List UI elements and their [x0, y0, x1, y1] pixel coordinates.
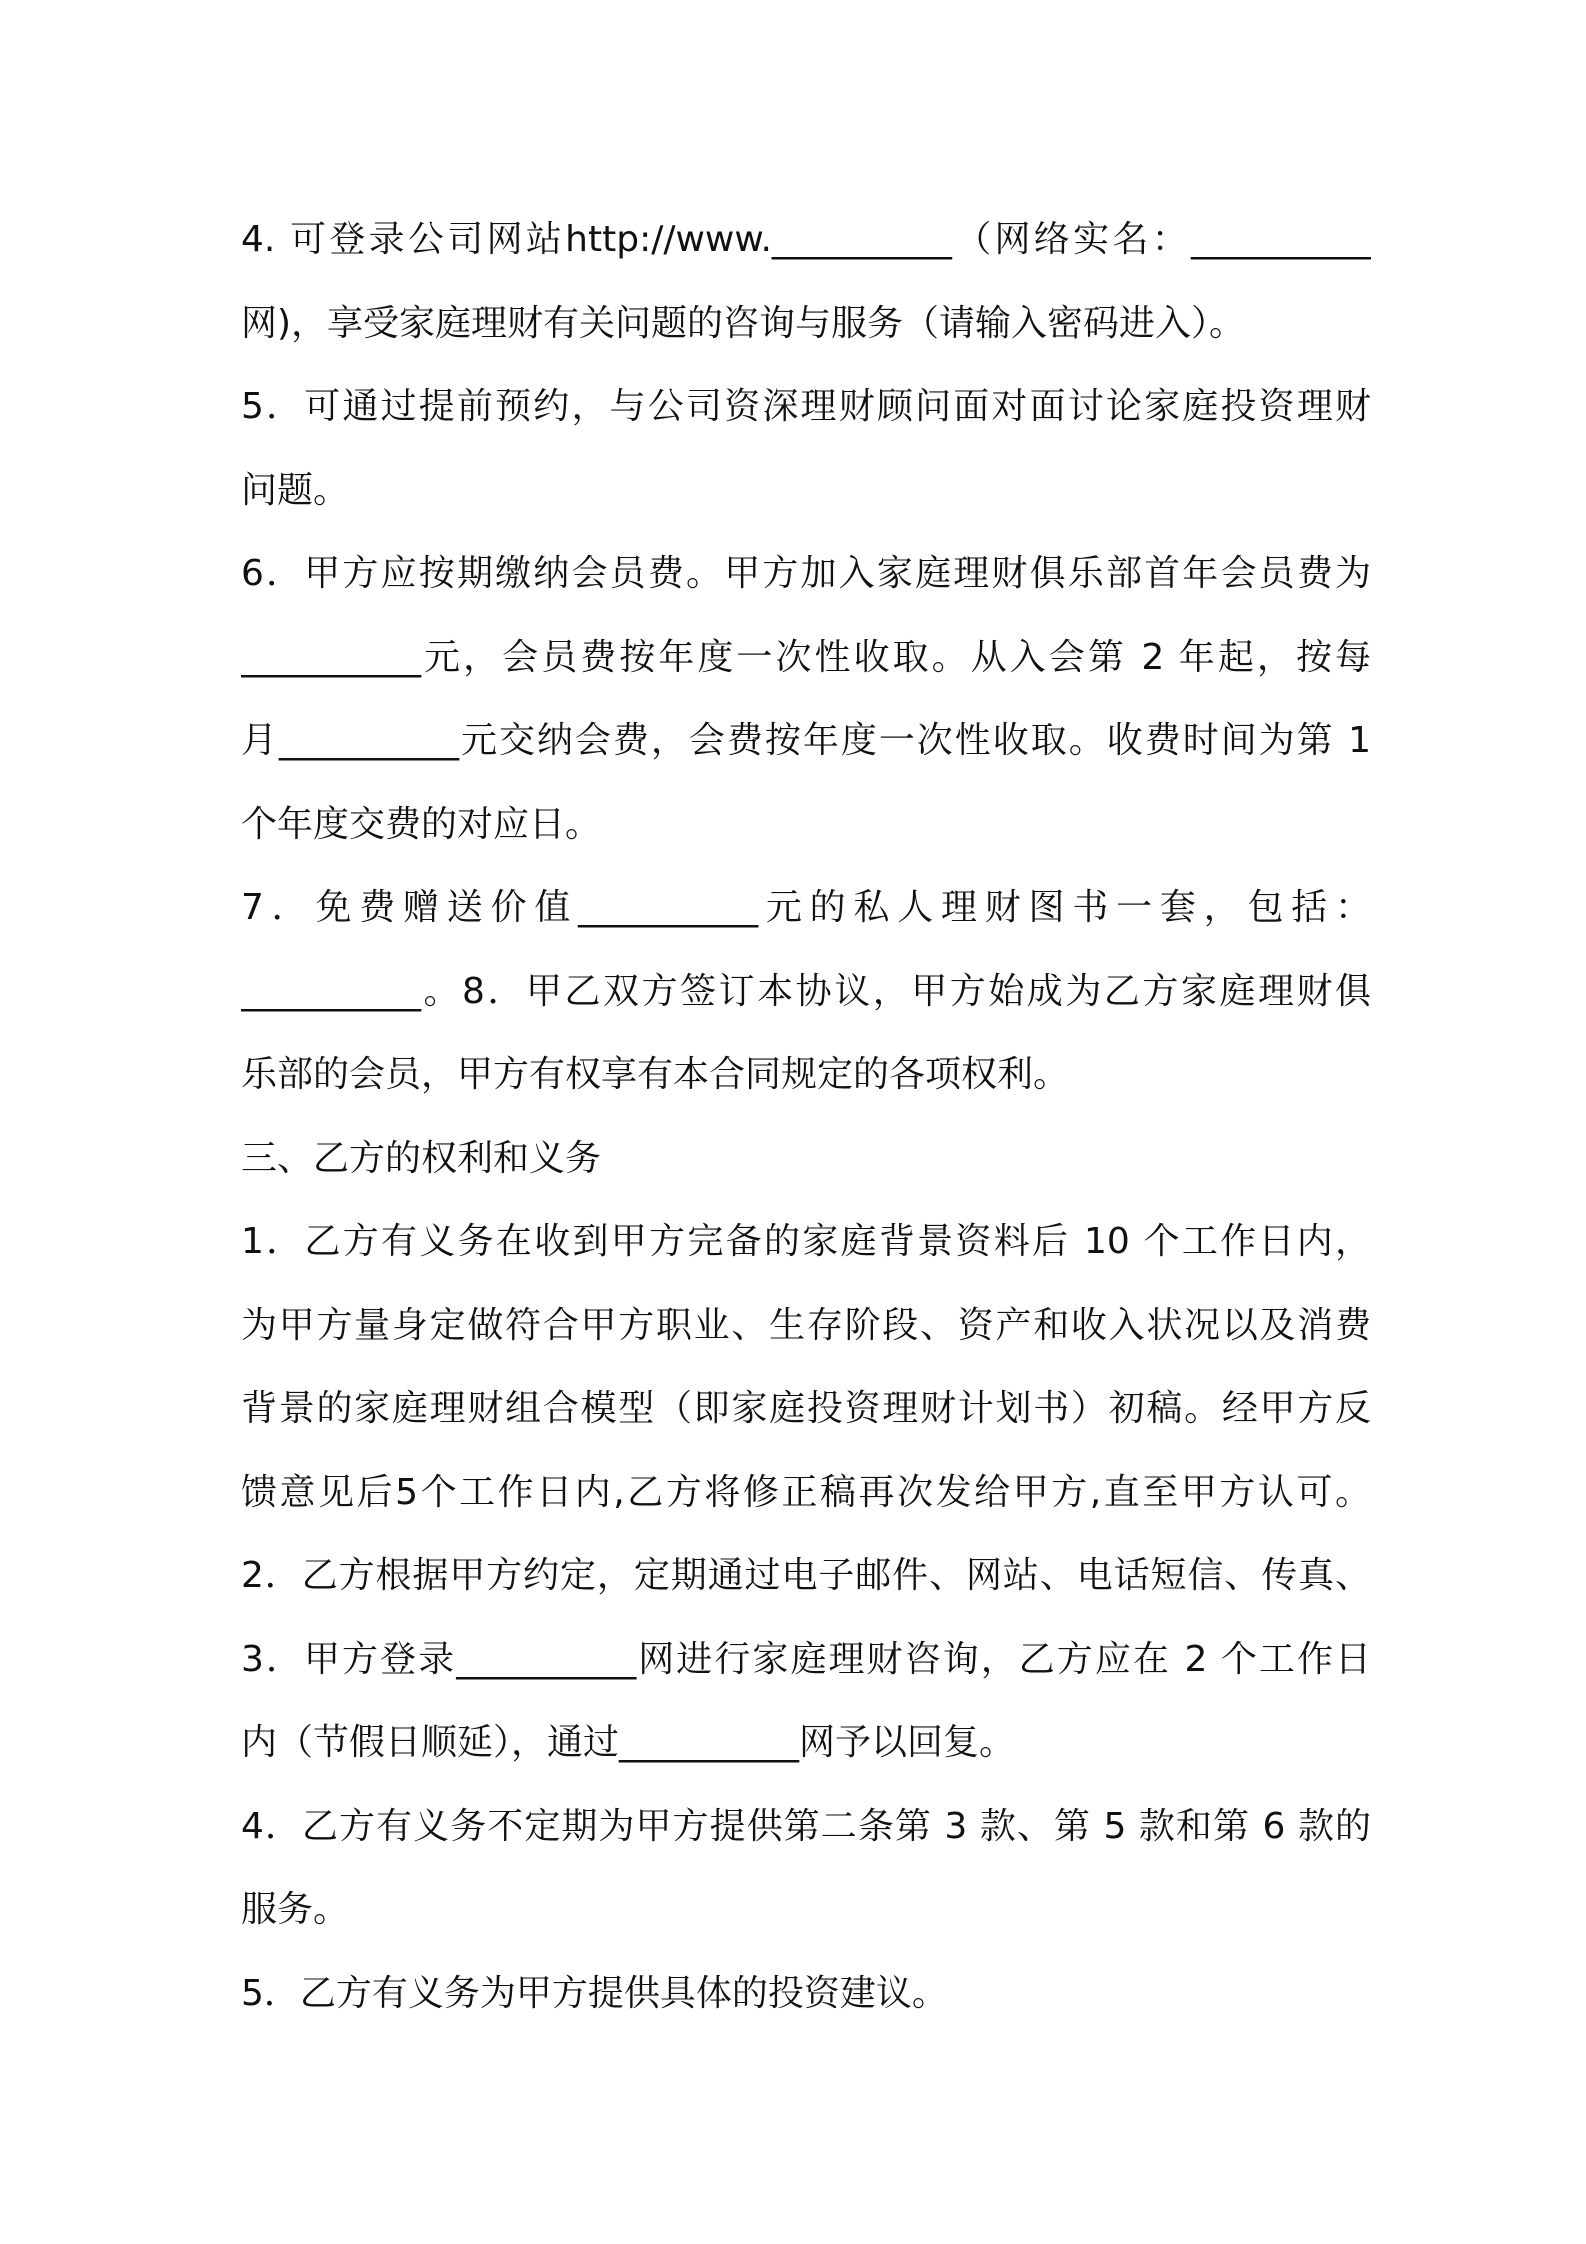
paragraph-line: 5．乙方有义务为甲方提供具体的投资建议。: [241, 1972, 948, 2014]
paragraph-line: 问题。: [241, 469, 350, 511]
paragraph-line: 6．甲方应按期缴纳会员费。甲方加入家庭理财俱乐部首年会员费为: [241, 553, 1371, 594]
paragraph-line: 馈意见后5个工作日内,乙方将修正稿再次发给甲方,直至甲方认可。: [241, 1471, 1371, 1513]
paragraph-line: 2．乙方根据甲方约定，定期通过电子邮件、网站、电话短信、传真、: [241, 1555, 1371, 1596]
paragraph-line: __________元，会员费按年度一次性收取。从入会第 2 年起，按每: [241, 636, 1371, 678]
paragraph-line: 4. 可登录公司网站http://www.__________（网络实名：__________: [241, 219, 1371, 260]
paragraph-line: 乐部的会员，甲方有权享有本合同规定的各项权利。: [241, 1054, 1070, 1095]
paragraph-line: 5．可通过提前预约，与公司资深理财顾问面对面讨论家庭投资理财: [241, 386, 1371, 427]
paragraph-line: 4．乙方有义务不定期为甲方提供第二条第 3 款、第 5 款和第 6 款的: [241, 1805, 1371, 1847]
paragraph-line: __________。8．甲乙双方签订本协议，甲方始成为乙方家庭理财俱: [241, 970, 1371, 1012]
document-body: [241, 198, 1371, 2035]
paragraph-line: 3．甲方登录__________网进行家庭理财咨询，乙方应在 2 个工作日: [241, 1638, 1371, 1680]
paragraph-line: 7．免费赠送价值__________元的私人理财图书一套，包括：: [241, 887, 1371, 928]
paragraph-line: 网)，享受家庭理财有关问题的咨询与服务（请输入密码进入）。: [241, 302, 1246, 344]
paragraph-line: 服务。: [241, 1889, 350, 1930]
paragraph-line: 背景的家庭理财组合模型（即家庭投资理财计划书）初稿。经甲方反: [241, 1388, 1371, 1429]
paragraph-line: 个年度交费的对应日。: [241, 803, 602, 845]
paragraph-line: 1．乙方有义务在收到甲方完备的家庭背景资料后 10 个工作日内，: [241, 1221, 1371, 1262]
paragraph-line: 月__________元交纳会费，会费按年度一次性收取。收费时间为第 1: [241, 720, 1371, 761]
paragraph-line: 为甲方量身定做符合甲方职业、生存阶段、资产和收入状况以及消费: [241, 1304, 1371, 1346]
paragraph-line: 内（节假日顺延），通过__________网予以回复。: [241, 1722, 1016, 1763]
section-heading: 三、乙方的权利和义务: [241, 1137, 602, 1179]
